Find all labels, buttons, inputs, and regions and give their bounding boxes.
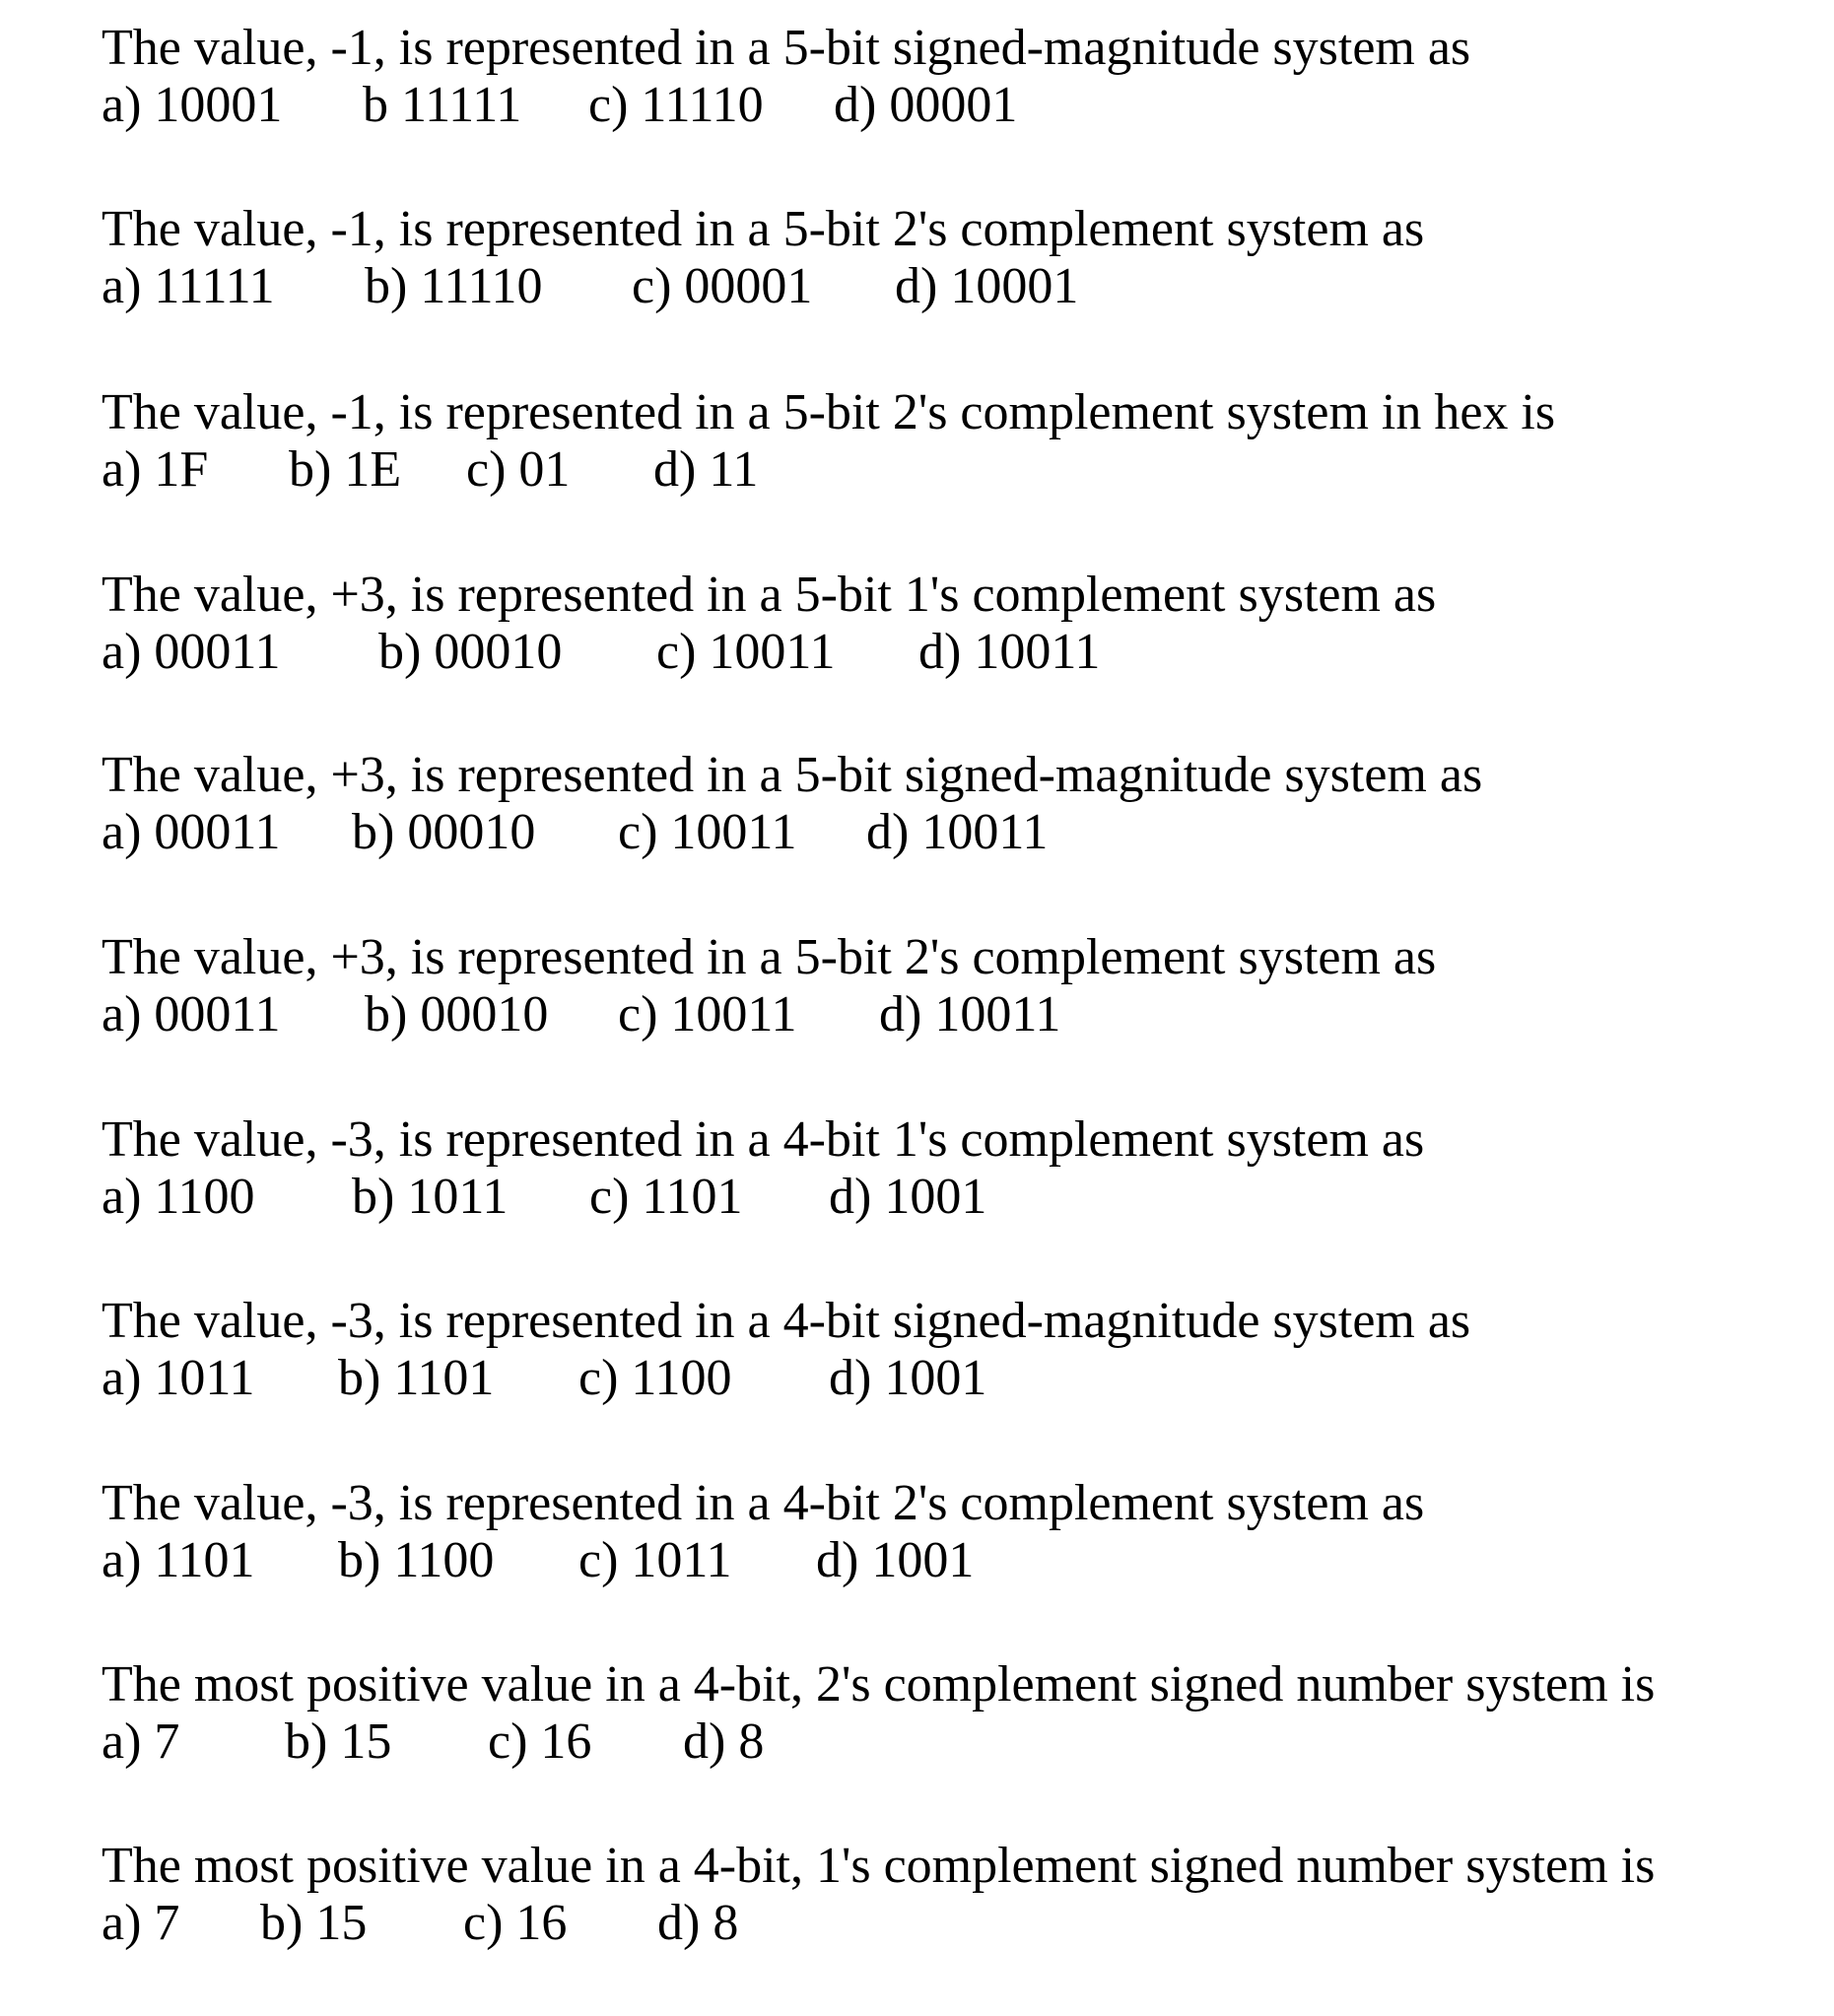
option-d: d) 1001 [829, 1350, 987, 1406]
question-7 [102, 1111, 1797, 1226]
option-d: d) 10011 [918, 624, 1101, 680]
option-d: d) 8 [657, 1895, 739, 1951]
option-d: d) 8 [683, 1714, 765, 1770]
answer-options [102, 77, 1797, 134]
option-c: c) 10011 [656, 624, 836, 680]
option-a: a) 11111 [102, 258, 275, 314]
question-8 [102, 1293, 1797, 1407]
question-3 [102, 384, 1797, 499]
option-b: b) 1E [289, 441, 402, 498]
option-c: c) 1011 [578, 1532, 732, 1588]
question-text: The value, -1, is represented in a 5-bit signed-magnitude system as [102, 20, 1471, 76]
question-9 [102, 1475, 1797, 1589]
option-d: d) 10011 [879, 986, 1061, 1042]
question-text: The value, +3, is represented in a 5-bit 1's complement system as [102, 567, 1437, 623]
option-b: b) 00010 [365, 986, 549, 1042]
question-text: The most positive value in a 4-bit, 1's complement signed number system is [102, 1838, 1656, 1894]
question-text: The value, +3, is represented in a 5-bit signed-magnitude system as [102, 747, 1483, 803]
option-d: d) 1001 [829, 1169, 987, 1225]
question-text: The value, +3, is represented in a 5-bit 2's complement system as [102, 929, 1437, 985]
option-a: a) 10001 [102, 77, 283, 133]
answer-options [102, 986, 1797, 1043]
question-1 [102, 20, 1797, 134]
option-c: c) 01 [466, 441, 571, 498]
option-d: d) 10011 [866, 804, 1049, 860]
option-c: c) 10011 [618, 986, 797, 1042]
option-d: d) 1001 [816, 1532, 975, 1588]
option-d: d) 10001 [895, 258, 1079, 314]
question-10 [102, 1656, 1797, 1771]
option-a: a) 7 [102, 1714, 180, 1770]
option-b: b) 15 [285, 1714, 392, 1770]
option-c: c) 16 [463, 1895, 568, 1951]
question-6 [102, 929, 1797, 1043]
question-4 [102, 567, 1797, 681]
answer-options [102, 1895, 1797, 1952]
answer-options [102, 624, 1797, 681]
option-d: d) 00001 [834, 77, 1018, 133]
question-5 [102, 747, 1797, 861]
option-a: a) 1101 [102, 1532, 255, 1588]
option-a: a) 00011 [102, 804, 281, 860]
question-text: The value, -1, is represented in a 5-bit 2's complement system in hex is [102, 384, 1556, 440]
option-b: b) 00010 [352, 804, 536, 860]
answer-options [102, 1714, 1797, 1771]
option-a: a) 00011 [102, 624, 281, 680]
option-a: a) 1100 [102, 1169, 255, 1225]
question-text: The value, -1, is represented in a 5-bit 2's complement system as [102, 201, 1425, 257]
option-c: c) 16 [488, 1714, 592, 1770]
option-b: b) 1101 [338, 1350, 495, 1406]
answer-options [102, 441, 1797, 499]
option-b: b) 00010 [378, 624, 563, 680]
option-c: c) 1100 [578, 1350, 732, 1406]
answer-options [102, 1350, 1797, 1407]
option-d: d) 11 [653, 441, 759, 498]
question-2 [102, 201, 1797, 315]
option-b: b) 1100 [338, 1532, 495, 1588]
option-b: b 11111 [363, 77, 522, 133]
answer-options [102, 1532, 1797, 1589]
option-c: c) 00001 [632, 258, 813, 314]
option-b: b) 11110 [365, 258, 543, 314]
option-a: a) 7 [102, 1895, 180, 1951]
question-text: The most positive value in a 4-bit, 2's complement signed number system is [102, 1656, 1656, 1713]
option-b: b) 15 [260, 1895, 368, 1951]
question-11 [102, 1838, 1797, 1952]
answer-options [102, 804, 1797, 861]
option-c: c) 11110 [588, 77, 764, 133]
option-b: b) 1011 [352, 1169, 509, 1225]
question-text: The value, -3, is represented in a 4-bit 2's complement system as [102, 1475, 1425, 1531]
option-c: c) 10011 [618, 804, 797, 860]
option-a: a) 00011 [102, 986, 281, 1042]
answer-options [102, 1169, 1797, 1226]
question-text: The value, -3, is represented in a 4-bit signed-magnitude system as [102, 1293, 1471, 1349]
answer-options [102, 258, 1797, 315]
question-text: The value, -3, is represented in a 4-bit 1's complement system as [102, 1111, 1425, 1168]
option-a: a) 1011 [102, 1350, 255, 1406]
option-c: c) 1101 [589, 1169, 743, 1225]
option-a: a) 1F [102, 441, 209, 498]
